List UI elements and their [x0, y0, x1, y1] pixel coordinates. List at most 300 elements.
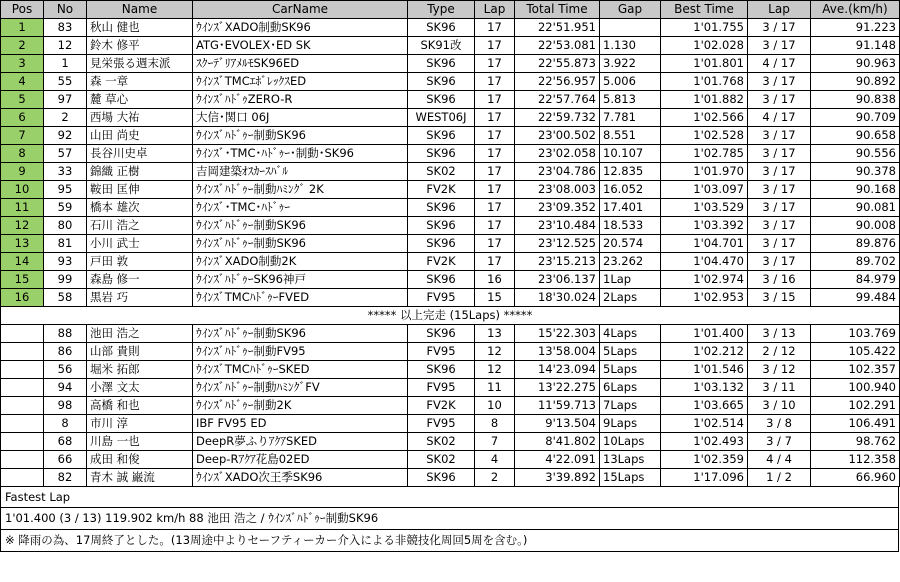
lap-count-cell: 17	[475, 181, 515, 199]
total-time-cell: 23'04.786	[515, 163, 600, 181]
average-speed-cell: 90.709	[811, 109, 900, 127]
gap-cell: 20.574	[600, 235, 661, 253]
total-time-cell: 8'41.802	[515, 433, 600, 451]
table-row	[1, 325, 900, 343]
car-type-cell: FV95	[408, 289, 475, 307]
best-time-cell: 1'01.400	[661, 325, 748, 343]
position-cell	[1, 397, 44, 415]
car-number-cell: 68	[44, 433, 87, 451]
driver-name-cell: 小川 武士	[87, 235, 193, 253]
position-cell: 11	[1, 199, 44, 217]
car-type-cell: SK96	[408, 73, 475, 91]
position-cell: 2	[1, 37, 44, 55]
car-name-cell: ｳｲﾝｽﾞﾊﾄﾞｩｰSK96神戸	[193, 271, 408, 289]
car-type-cell: SK96	[408, 127, 475, 145]
position-cell: 4	[1, 73, 44, 91]
best-lap-cell: 3 / 17	[748, 181, 811, 199]
average-speed-cell: 90.963	[811, 55, 900, 73]
car-type-cell: SK96	[408, 469, 475, 487]
table-row	[1, 289, 900, 307]
total-time-cell: 9'13.504	[515, 415, 600, 433]
average-speed-cell: 89.702	[811, 253, 900, 271]
car-number-cell: 12	[44, 37, 87, 55]
lap-count-cell: 17	[475, 19, 515, 37]
car-type-cell: FV2K	[408, 397, 475, 415]
car-number-cell: 66	[44, 451, 87, 469]
position-cell: 13	[1, 235, 44, 253]
car-name-cell: ｳｲﾝｽﾞXADO次王季SK96	[193, 469, 408, 487]
position-cell: 14	[1, 253, 44, 271]
gap-cell: 6Laps	[600, 379, 661, 397]
average-speed-cell: 90.838	[811, 91, 900, 109]
lap-count-cell: 15	[475, 289, 515, 307]
car-number-cell: 56	[44, 361, 87, 379]
driver-name-cell: 森島 修一	[87, 271, 193, 289]
position-cell	[1, 469, 44, 487]
car-number-cell: 59	[44, 199, 87, 217]
car-type-cell: FV95	[408, 415, 475, 433]
car-type-cell: SK96	[408, 235, 475, 253]
gap-cell: 5.006	[600, 73, 661, 91]
best-lap-cell: 3 / 17	[748, 91, 811, 109]
total-time-cell: 22'53.081	[515, 37, 600, 55]
average-speed-cell: 112.358	[811, 451, 900, 469]
best-lap-cell: 3 / 15	[748, 289, 811, 307]
table-row	[1, 469, 900, 487]
car-name-cell: IBF FV95 ED	[193, 415, 408, 433]
best-lap-cell: 3 / 8	[748, 415, 811, 433]
driver-name-cell: 麓 草心	[87, 91, 193, 109]
average-speed-cell: 90.892	[811, 73, 900, 91]
total-time-cell: 18'30.024	[515, 289, 600, 307]
col-header-best-time: Best Time	[661, 1, 748, 19]
position-cell: 3	[1, 55, 44, 73]
best-lap-cell: 3 / 17	[748, 145, 811, 163]
car-name-cell: ｳｲﾝｽﾞ･TMC･ﾊﾄﾞｩｰ･制動･SK96	[193, 145, 408, 163]
lap-count-cell: 13	[475, 325, 515, 343]
gap-cell: 4Laps	[600, 325, 661, 343]
driver-name-cell: 高橋 和也	[87, 397, 193, 415]
best-lap-cell: 4 / 4	[748, 451, 811, 469]
car-type-cell: SK96	[408, 145, 475, 163]
car-number-cell: 97	[44, 91, 87, 109]
best-lap-cell: 3 / 17	[748, 217, 811, 235]
table-row	[1, 109, 900, 127]
car-number-cell: 92	[44, 127, 87, 145]
lap-count-cell: 16	[475, 271, 515, 289]
best-time-cell: 1'02.974	[661, 271, 748, 289]
gap-cell: 5Laps	[600, 343, 661, 361]
average-speed-cell: 90.556	[811, 145, 900, 163]
position-cell: 1	[1, 19, 44, 37]
car-number-cell: 86	[44, 343, 87, 361]
table-row	[1, 361, 900, 379]
best-lap-cell: 3 / 17	[748, 199, 811, 217]
best-time-cell: 1'02.359	[661, 451, 748, 469]
total-time-cell: 3'39.892	[515, 469, 600, 487]
car-type-cell: FV95	[408, 379, 475, 397]
gap-cell: 18.533	[600, 217, 661, 235]
best-time-cell: 1'02.212	[661, 343, 748, 361]
car-name-cell: ｳｲﾝｽﾞﾊﾄﾞｩｰ制動SK96	[193, 127, 408, 145]
col-header-lap: Lap	[475, 1, 515, 19]
best-lap-cell: 3 / 17	[748, 37, 811, 55]
lap-count-cell: 17	[475, 235, 515, 253]
car-number-cell: 8	[44, 415, 87, 433]
gap-cell: 12.835	[600, 163, 661, 181]
driver-name-cell: 西場 大祐	[87, 109, 193, 127]
footnote: ※ 降雨の為、17周終了とした。(13周途中よりセーフティーカー介入による非競技化周回5周を含む。)	[0, 530, 899, 552]
gap-cell: 7Laps	[600, 397, 661, 415]
lap-count-cell: 17	[475, 55, 515, 73]
car-name-cell: 吉岡建築ｵｽｶｰｽﾊﾞﾙ	[193, 163, 408, 181]
driver-name-cell: 鞍田 匡伸	[87, 181, 193, 199]
driver-name-cell: 山田 尚史	[87, 127, 193, 145]
car-number-cell: 83	[44, 19, 87, 37]
driver-name-cell: 池田 浩之	[87, 325, 193, 343]
position-cell: 12	[1, 217, 44, 235]
best-time-cell: 1'03.529	[661, 199, 748, 217]
position-cell: 9	[1, 163, 44, 181]
car-name-cell: ｳｲﾝｽﾞXADO制動SK96	[193, 19, 408, 37]
table-row	[1, 379, 900, 397]
car-type-cell: SK91改	[408, 37, 475, 55]
table-row	[1, 415, 900, 433]
car-type-cell: SK02	[408, 163, 475, 181]
best-lap-cell: 3 / 11	[748, 379, 811, 397]
lap-count-cell: 17	[475, 37, 515, 55]
gap-cell: 9Laps	[600, 415, 661, 433]
table-row	[1, 145, 900, 163]
average-speed-cell: 105.422	[811, 343, 900, 361]
lap-count-cell: 17	[475, 163, 515, 181]
lap-count-cell: 4	[475, 451, 515, 469]
total-time-cell: 4'22.091	[515, 451, 600, 469]
best-lap-cell: 3 / 16	[748, 271, 811, 289]
table-row	[1, 55, 900, 73]
car-number-cell: 95	[44, 181, 87, 199]
best-lap-cell: 4 / 17	[748, 55, 811, 73]
lap-count-cell: 17	[475, 253, 515, 271]
car-name-cell: ｳｲﾝｽﾞ･TMC･ﾊﾄﾞｩｰ	[193, 199, 408, 217]
total-time-cell: 23'02.058	[515, 145, 600, 163]
average-speed-cell: 89.876	[811, 235, 900, 253]
car-type-cell: SK02	[408, 433, 475, 451]
car-number-cell: 99	[44, 271, 87, 289]
table-row	[1, 163, 900, 181]
car-type-cell: SK96	[408, 361, 475, 379]
table-row	[1, 73, 900, 91]
car-name-cell: ｳｲﾝｽﾞﾊﾄﾞｩｰ制動SK96	[193, 325, 408, 343]
total-time-cell: 22'56.957	[515, 73, 600, 91]
car-type-cell: WEST06J	[408, 109, 475, 127]
total-time-cell: 11'59.713	[515, 397, 600, 415]
best-lap-cell: 3 / 17	[748, 73, 811, 91]
average-speed-cell: 90.658	[811, 127, 900, 145]
best-time-cell: 1'03.132	[661, 379, 748, 397]
car-number-cell: 88	[44, 325, 87, 343]
best-lap-cell: 3 / 17	[748, 163, 811, 181]
best-time-cell: 1'01.882	[661, 91, 748, 109]
gap-cell: 10Laps	[600, 433, 661, 451]
average-speed-cell: 102.291	[811, 397, 900, 415]
car-name-cell: ｳｲﾝｽﾞTMCﾊﾄﾞｩｰFVED	[193, 289, 408, 307]
best-lap-cell: 3 / 17	[748, 235, 811, 253]
car-type-cell: SK96	[408, 91, 475, 109]
car-name-cell: ｳｲﾝｽﾞﾊﾄﾞｩｰ制動ﾊﾐﾝｸﾞFV	[193, 379, 408, 397]
col-header-gap: Gap	[600, 1, 661, 19]
driver-name-cell: 見栄張る週末派	[87, 55, 193, 73]
best-time-cell: 1'02.785	[661, 145, 748, 163]
car-number-cell: 81	[44, 235, 87, 253]
col-header-total-time: Total Time	[515, 1, 600, 19]
position-cell: 10	[1, 181, 44, 199]
car-type-cell: FV2K	[408, 181, 475, 199]
car-name-cell: ｳｲﾝｽﾞﾊﾄﾞｩZERO-R	[193, 91, 408, 109]
average-speed-cell: 66.960	[811, 469, 900, 487]
gap-cell: 7.781	[600, 109, 661, 127]
total-time-cell: 22'59.732	[515, 109, 600, 127]
lap-count-cell: 11	[475, 379, 515, 397]
best-time-cell: 1'02.514	[661, 415, 748, 433]
car-type-cell: FV2K	[408, 253, 475, 271]
car-number-cell: 57	[44, 145, 87, 163]
lap-count-cell: 17	[475, 127, 515, 145]
total-time-cell: 23'15.213	[515, 253, 600, 271]
gap-cell: 1.130	[600, 37, 661, 55]
car-name-cell: ｳｲﾝｽﾞTMCﾊﾄﾞｩｰSKED	[193, 361, 408, 379]
car-type-cell: SK96	[408, 199, 475, 217]
best-time-cell: 1'01.546	[661, 361, 748, 379]
position-cell: 8	[1, 145, 44, 163]
driver-name-cell: 小澤 文太	[87, 379, 193, 397]
average-speed-cell: 98.762	[811, 433, 900, 451]
total-time-cell: 23'00.502	[515, 127, 600, 145]
average-speed-cell: 91.148	[811, 37, 900, 55]
average-speed-cell: 102.357	[811, 361, 900, 379]
car-number-cell: 33	[44, 163, 87, 181]
driver-name-cell: 青木 誠 巌流	[87, 469, 193, 487]
notice-row	[1, 307, 900, 325]
car-name-cell: ATG･EVOLEX･ED SK	[193, 37, 408, 55]
best-time-cell: 1'02.953	[661, 289, 748, 307]
driver-name-cell: 長谷川史卓	[87, 145, 193, 163]
gap-cell: 8.551	[600, 127, 661, 145]
car-number-cell: 1	[44, 55, 87, 73]
table-row	[1, 91, 900, 109]
lap-count-cell: 2	[475, 469, 515, 487]
best-time-cell: 1'17.096	[661, 469, 748, 487]
driver-name-cell: 堀米 拓郎	[87, 361, 193, 379]
car-number-cell: 2	[44, 109, 87, 127]
best-lap-cell: 3 / 17	[748, 127, 811, 145]
car-number-cell: 55	[44, 73, 87, 91]
gap-cell: 3.922	[600, 55, 661, 73]
table-row	[1, 253, 900, 271]
gap-cell: 16.052	[600, 181, 661, 199]
position-cell	[1, 433, 44, 451]
finisher-rows	[1, 19, 900, 307]
car-number-cell: 93	[44, 253, 87, 271]
total-time-cell: 22'55.873	[515, 55, 600, 73]
table-row	[1, 217, 900, 235]
gap-cell	[600, 19, 661, 37]
car-name-cell: ｳｲﾝｽﾞﾊﾄﾞｩｰ制動SK96	[193, 235, 408, 253]
best-lap-cell: 1 / 2	[748, 469, 811, 487]
lap-count-cell: 12	[475, 343, 515, 361]
best-lap-cell: 3 / 12	[748, 361, 811, 379]
position-cell: 16	[1, 289, 44, 307]
total-time-cell: 23'08.003	[515, 181, 600, 199]
average-speed-cell: 91.223	[811, 19, 900, 37]
col-header-name: Name	[87, 1, 193, 19]
gap-cell: 10.107	[600, 145, 661, 163]
average-speed-cell: 90.378	[811, 163, 900, 181]
driver-name-cell: 石川 浩之	[87, 217, 193, 235]
best-lap-cell: 3 / 17	[748, 253, 811, 271]
best-lap-cell: 3 / 10	[748, 397, 811, 415]
car-number-cell: 98	[44, 397, 87, 415]
car-number-cell: 94	[44, 379, 87, 397]
table-row	[1, 271, 900, 289]
position-cell: 5	[1, 91, 44, 109]
best-time-cell: 1'02.528	[661, 127, 748, 145]
car-number-cell: 82	[44, 469, 87, 487]
col-header-type: Type	[408, 1, 475, 19]
driver-name-cell: 森 一章	[87, 73, 193, 91]
driver-name-cell: 秋山 健也	[87, 19, 193, 37]
car-type-cell: SK96	[408, 55, 475, 73]
position-cell	[1, 343, 44, 361]
table-row	[1, 343, 900, 361]
gap-cell: 15Laps	[600, 469, 661, 487]
table-row	[1, 37, 900, 55]
car-type-cell: FV95	[408, 343, 475, 361]
col-header-no: No	[44, 1, 87, 19]
car-name-cell: 大信･関口 06J	[193, 109, 408, 127]
lap-count-cell: 17	[475, 109, 515, 127]
best-time-cell: 1'04.701	[661, 235, 748, 253]
car-name-cell: ｳｲﾝｽﾞﾊﾄﾞｩｰ制動ﾊﾐﾝｸﾞ 2K	[193, 181, 408, 199]
gap-cell: 1Lap	[600, 271, 661, 289]
finish-notice: ***** 以上完走 (15Laps) *****	[1, 307, 900, 325]
gap-cell: 17.401	[600, 199, 661, 217]
average-speed-cell: 100.940	[811, 379, 900, 397]
table-row	[1, 127, 900, 145]
driver-name-cell: 山部 貴則	[87, 343, 193, 361]
best-time-cell: 1'02.566	[661, 109, 748, 127]
gap-cell: 13Laps	[600, 451, 661, 469]
best-lap-cell: 3 / 13	[748, 325, 811, 343]
position-cell: 6	[1, 109, 44, 127]
nonfinisher-rows	[1, 325, 900, 487]
best-time-cell: 1'01.768	[661, 73, 748, 91]
best-time-cell: 1'02.028	[661, 37, 748, 55]
car-type-cell: SK96	[408, 19, 475, 37]
table-row	[1, 397, 900, 415]
driver-name-cell: 市川 淳	[87, 415, 193, 433]
lap-count-cell: 17	[475, 73, 515, 91]
car-type-cell: SK96	[408, 271, 475, 289]
col-header-pos: Pos	[1, 1, 44, 19]
best-lap-cell: 4 / 17	[748, 109, 811, 127]
table-row	[1, 433, 900, 451]
col-header-average-speed: Ave.(km/h)	[811, 1, 900, 19]
average-speed-cell: 90.008	[811, 217, 900, 235]
position-cell	[1, 451, 44, 469]
gap-cell: 5.813	[600, 91, 661, 109]
total-time-cell: 23'06.137	[515, 271, 600, 289]
total-time-cell: 14'23.094	[515, 361, 600, 379]
best-lap-cell: 3 / 17	[748, 19, 811, 37]
lap-count-cell: 8	[475, 415, 515, 433]
average-speed-cell: 90.081	[811, 199, 900, 217]
total-time-cell: 22'51.951	[515, 19, 600, 37]
total-time-cell: 13'58.004	[515, 343, 600, 361]
car-name-cell: ｳｲﾝｽﾞﾊﾄﾞｩｰ制動FV95	[193, 343, 408, 361]
position-cell: 7	[1, 127, 44, 145]
best-time-cell: 1'02.493	[661, 433, 748, 451]
total-time-cell: 15'22.303	[515, 325, 600, 343]
position-cell: 15	[1, 271, 44, 289]
lap-count-cell: 17	[475, 145, 515, 163]
fastest-lap-detail: 1'01.400 (3 / 13) 119.902 km/h 88 池田 浩之 / ｳｲﾝｽﾞﾊﾄﾞｩｰ制動SK96	[0, 508, 899, 530]
driver-name-cell: 橋本 雄次	[87, 199, 193, 217]
gap-cell: 5Laps	[600, 361, 661, 379]
driver-name-cell: 黒岩 巧	[87, 289, 193, 307]
table-row	[1, 19, 900, 37]
average-speed-cell: 99.484	[811, 289, 900, 307]
best-time-cell: 1'01.755	[661, 19, 748, 37]
average-speed-cell: 90.168	[811, 181, 900, 199]
driver-name-cell: 成田 和俊	[87, 451, 193, 469]
total-time-cell: 13'22.275	[515, 379, 600, 397]
driver-name-cell: 錦織 正樹	[87, 163, 193, 181]
fastest-lap-title: Fastest Lap	[0, 487, 899, 508]
car-number-cell: 80	[44, 217, 87, 235]
best-time-cell: 1'03.097	[661, 181, 748, 199]
car-number-cell: 58	[44, 289, 87, 307]
best-time-cell: 1'04.470	[661, 253, 748, 271]
best-time-cell: 1'03.392	[661, 217, 748, 235]
total-time-cell: 23'12.525	[515, 235, 600, 253]
driver-name-cell: 川島 一也	[87, 433, 193, 451]
position-cell	[1, 415, 44, 433]
average-speed-cell: 103.769	[811, 325, 900, 343]
table-row	[1, 451, 900, 469]
car-name-cell: ｽｸｰﾃﾞﾘｱﾒﾙﾓSK96ED	[193, 55, 408, 73]
col-header-best-lap: Lap	[748, 1, 811, 19]
car-name-cell: ｳｲﾝｽﾞﾊﾄﾞｩｰ制動2K	[193, 397, 408, 415]
notice-section	[1, 307, 900, 325]
lap-count-cell: 10	[475, 397, 515, 415]
gap-cell: 2Laps	[600, 289, 661, 307]
lap-count-cell: 17	[475, 91, 515, 109]
table-row	[1, 181, 900, 199]
best-lap-cell: 2 / 12	[748, 343, 811, 361]
car-name-cell: Deep-Rｱｸｱ花島02ED	[193, 451, 408, 469]
driver-name-cell: 戸田 敦	[87, 253, 193, 271]
average-speed-cell: 84.979	[811, 271, 900, 289]
driver-name-cell: 鈴木 修平	[87, 37, 193, 55]
best-time-cell: 1'03.665	[661, 397, 748, 415]
total-time-cell: 23'09.352	[515, 199, 600, 217]
position-cell	[1, 361, 44, 379]
best-time-cell: 1'01.970	[661, 163, 748, 181]
total-time-cell: 22'57.764	[515, 91, 600, 109]
car-type-cell: SK96	[408, 325, 475, 343]
gap-cell: 23.262	[600, 253, 661, 271]
